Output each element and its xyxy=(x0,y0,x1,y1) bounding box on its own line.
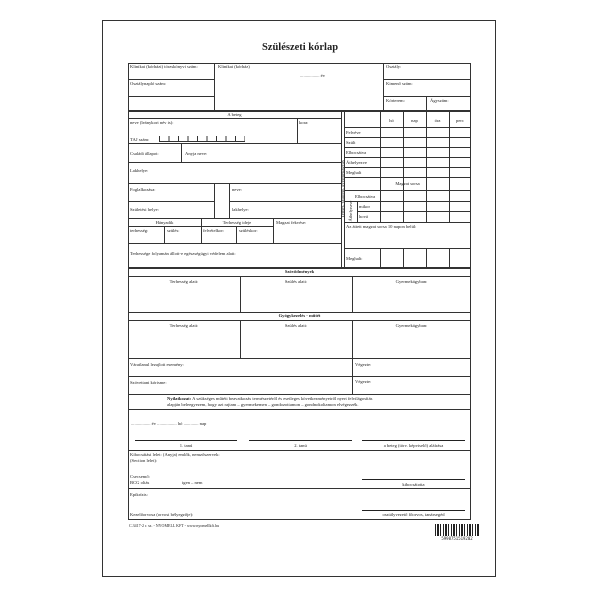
divider xyxy=(128,320,471,321)
kimeno-label: Kimenő szám: xyxy=(386,81,413,86)
nyilatkozat-text1 xyxy=(167,396,372,401)
row-felveve: Felvéve xyxy=(346,130,361,135)
kibocsatasi-label: Kibocsátási lelet: (Anyja) emlők, nemzőszervek: xyxy=(130,452,220,457)
signature-line-1[interactable] xyxy=(135,440,237,441)
ev-field[interactable]: ................. év xyxy=(300,73,326,78)
taj-boxes[interactable] xyxy=(159,136,245,142)
divider xyxy=(380,190,381,222)
neve-label: neve (leánykori név is): xyxy=(130,120,174,125)
divider xyxy=(128,226,273,227)
sig1-label: 1. tanú xyxy=(179,443,193,448)
felvetelkor-label: felvételkor: xyxy=(203,228,225,233)
row-szult: Szült xyxy=(346,140,356,145)
divider xyxy=(236,226,237,243)
divider xyxy=(128,394,471,395)
divider xyxy=(214,63,215,111)
varatlan-label: Váratlanul lezajlott esemény: xyxy=(130,362,184,367)
divider xyxy=(344,177,471,178)
torzskonyv-label: Klinikai (kórházi) törzskönyvi szám: xyxy=(130,64,198,69)
divider xyxy=(128,243,341,244)
kora-label: kora: xyxy=(299,120,309,125)
mikor-label: mikor xyxy=(359,204,370,209)
klinikai-label: Klinikai (kórház) xyxy=(218,64,250,69)
divider xyxy=(128,201,214,202)
divider xyxy=(344,248,471,249)
terhesseg-ideje-label: Terhesség ideje xyxy=(222,220,252,225)
kibocsatotta-label: kibocsátotta xyxy=(402,482,425,487)
divider xyxy=(344,147,471,148)
divider xyxy=(344,222,471,223)
anyja-label: Anyja neve: xyxy=(185,151,208,156)
page-title: Szülészeti kórlap xyxy=(261,42,339,53)
barcode-image xyxy=(435,524,479,536)
divider xyxy=(352,276,353,312)
divider xyxy=(128,218,341,219)
divider xyxy=(426,111,427,190)
divider xyxy=(383,63,384,111)
row-athelyezve: Áthelyezve xyxy=(346,160,367,165)
patient-section-title: A beteg xyxy=(227,112,242,117)
divider xyxy=(426,96,427,111)
divider xyxy=(449,111,450,190)
divider xyxy=(128,276,471,277)
csecsemo-label: Csecsemő: xyxy=(130,474,150,479)
divider xyxy=(403,111,404,190)
osztalyvezeto-signature-line[interactable] xyxy=(362,510,465,511)
nyilatkozat-label: Nyilatkozat: xyxy=(167,396,192,401)
szules-label: szülés: xyxy=(167,228,180,233)
date-line[interactable]: ................. év ................. hó ............. nap xyxy=(131,421,207,426)
magzat-sorsa-label: Magzat sorsa xyxy=(395,181,420,186)
szuleskor-label: szüléskor: xyxy=(239,228,258,233)
csaladi-label: Családi állapot: xyxy=(130,151,159,156)
divider xyxy=(128,162,341,163)
magzat-fekvese-label: Magzat fekvése: xyxy=(276,220,307,225)
divider xyxy=(344,190,471,191)
szov-gyermekagy: Gyermekágyban: xyxy=(395,279,428,284)
divider xyxy=(273,218,274,243)
lakhelye2-label: lakhelye: xyxy=(232,207,249,212)
meghalt2-label: Meghalt: xyxy=(346,256,363,261)
gyogy-gyermekagy: Gyermekágyban: xyxy=(395,323,428,328)
kezeloorvos-label: Kezelőorvosa (orvosi bélyegzője): xyxy=(130,512,194,517)
atteti-label: Az áttett magzat sorsa 10 napon belül: xyxy=(346,224,417,229)
vegezte1-label: Végezte: xyxy=(355,362,372,367)
divider xyxy=(128,118,341,119)
divider xyxy=(403,190,404,222)
divider xyxy=(128,96,214,97)
divider xyxy=(297,118,298,143)
printer-footer: C.3417-2 r. sz. - NYOMELL KFT - www.nyomellkft.hu xyxy=(129,523,219,528)
row-meghalt: Meghalt xyxy=(346,170,362,175)
szov-terhesseg: Terhesség alatt: xyxy=(169,279,199,284)
divider xyxy=(403,248,404,268)
nyilatkozat-text2: alapján beleegyezem, hogy azt rajtam – gyermekemen – gondozottamon – gondnokoltamon elvégezzék. xyxy=(167,402,359,407)
divider xyxy=(240,276,241,312)
szuletesi-label: Születési helye: xyxy=(130,207,159,212)
divider xyxy=(201,218,202,243)
divider xyxy=(344,127,471,128)
foglalkozas-label: Foglalkozása: xyxy=(130,187,156,192)
divider xyxy=(128,183,341,184)
divider xyxy=(344,137,471,138)
terhesseg-label: terhesség: xyxy=(130,228,149,233)
col-nap: nap xyxy=(411,118,418,123)
osztalyvezeto-label: osztályvezető főorvos, tanársegéd xyxy=(382,512,445,517)
divider xyxy=(128,488,471,489)
divider xyxy=(426,248,427,268)
vertical-label: Terhes, szülőnő, gyermekágyas xyxy=(340,160,345,218)
signature-line-2[interactable] xyxy=(249,440,352,441)
osztaly-label: Osztály: xyxy=(386,64,402,69)
igen-nem-option[interactable]: igen – nem xyxy=(182,480,203,485)
col-perc: perc xyxy=(456,118,464,123)
osztalynaplo-label: Osztálynapló szám: xyxy=(130,81,167,86)
bcg-label: BCG oltás xyxy=(130,480,150,485)
divider xyxy=(240,320,241,358)
gyogykezeles-title: Gyógykezelés - műtét xyxy=(278,313,321,318)
divider xyxy=(344,201,471,202)
divider xyxy=(352,320,353,358)
divider xyxy=(344,167,471,168)
divider xyxy=(164,226,165,243)
sig2-label: 2. tanú xyxy=(294,443,307,448)
gyogy-szules: Szülés alatt: xyxy=(284,323,308,328)
neve2-label: neve: xyxy=(232,187,242,192)
athelyezve-vertical: Áthelyezve xyxy=(348,200,353,222)
barcode-number: 5998751519202 xyxy=(441,536,473,541)
header-block xyxy=(128,63,471,111)
divider xyxy=(128,409,471,410)
taj-label: TAJ szám: xyxy=(130,137,150,142)
divider xyxy=(344,157,471,158)
signature-line-3[interactable] xyxy=(362,440,465,441)
divider xyxy=(181,143,182,162)
lakhely-label: Lakhelye: xyxy=(130,168,149,173)
divider xyxy=(449,248,450,268)
elbocsatva2-label: Elbocsátva xyxy=(355,194,376,199)
divider xyxy=(449,190,450,222)
epikrizis-label: Epikrízis: xyxy=(130,492,148,497)
col-ho: hó xyxy=(389,118,394,123)
szovettani-label: Szövettani kórisme: xyxy=(130,380,167,385)
gondozas-label: Terhessége folyamán állott-e egészségügyi védelem alatt: xyxy=(130,251,236,256)
vegezte2-label: Végezte: xyxy=(355,379,372,384)
agyszam-label: Ágyszám: xyxy=(430,98,449,103)
szovodmenyek-title: Szövődmények xyxy=(284,269,315,274)
korterem-label: Kórterem: xyxy=(386,98,405,103)
nyilatkozat-line1: A szükséges műtéti beavatkozás természetéről és esetleges következményeiről nyert felvilágosítás xyxy=(192,396,373,401)
divider xyxy=(128,376,471,377)
divider xyxy=(128,450,471,451)
divider xyxy=(380,248,381,268)
divider xyxy=(214,183,215,218)
kibocsatotta-signature-line[interactable] xyxy=(362,479,465,480)
divider xyxy=(128,358,471,359)
section-label: (Section lelet): xyxy=(130,458,158,463)
hanyadik-label: Hányadik xyxy=(155,220,174,225)
row-elbocsatva: Elbocsátva xyxy=(346,150,367,155)
divider xyxy=(380,111,381,190)
divider xyxy=(383,79,471,80)
divider xyxy=(383,96,471,97)
divider xyxy=(357,211,471,212)
szov-szules: Szülés alatt: xyxy=(284,279,308,284)
col-ora: óra xyxy=(434,118,441,123)
divider xyxy=(128,79,214,80)
hova-label: hová xyxy=(359,214,368,219)
gyogy-terhesseg: Terhesség alatt: xyxy=(169,323,199,328)
sig3-label: a beteg (törv. képviselő) aláírása xyxy=(383,443,444,448)
divider xyxy=(229,201,341,202)
divider xyxy=(128,143,341,144)
divider xyxy=(426,190,427,222)
